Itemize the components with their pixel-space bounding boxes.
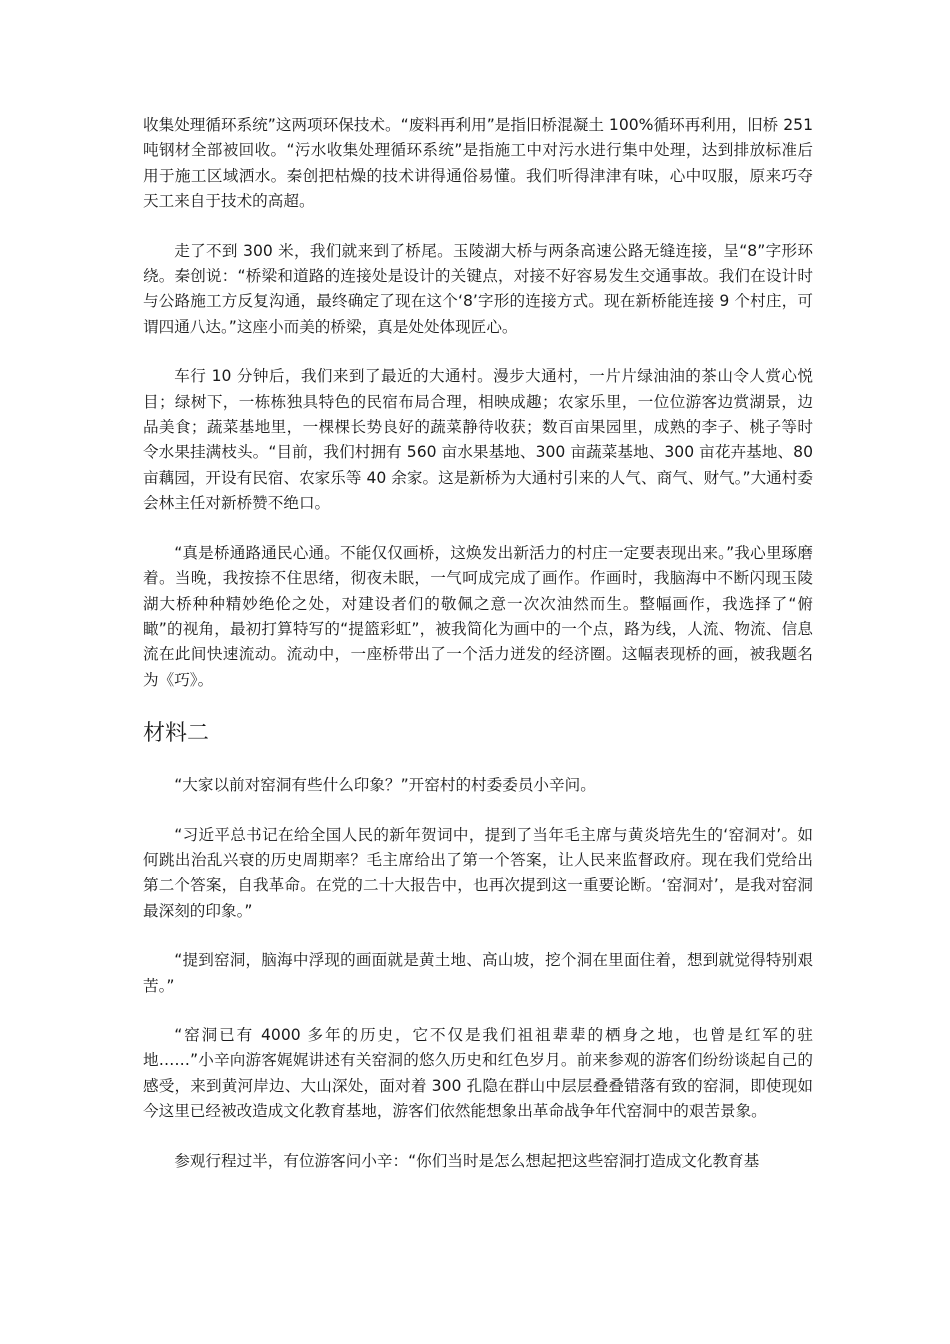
paragraph-cave-question: “大家以前对窑洞有些什么印象？”开窑村的村委委员小辛问。: [174, 776, 596, 795]
document-body: [143, 113, 813, 1174]
paragraph-bridge-tail: 走了不到 300 米，我们就来到了桥尾。玉陵湖大桥与两条高速公路无缝连接，呈“8”字形环绕。秦创说：“桥梁和道路的连接处是设计的关键点，对接不好容易发生交通事故。我们在设计时与公路施工方反复沟通，最终确定了现在这个‘8’字形的连接方式。现在新桥能连接 9 个村庄，可谓四通八达。”这座小而美的桥梁，真是处处体现匠心。: [143, 241, 813, 336]
paragraph-datong-village: 车行 10 分钟后，我们来到了最近的大通村。漫步大通村，一片片绿油油的茶山令人赏心悦目；绿树下，一栋栋独具特色的民宿布局合理，相映成趣；农家乐里，一位位游客边赏湖景，边品美食；蔬菜基地里，一棵棵长势良好的蔬菜静待收获；数百亩果园里，成熟的李子、桃子等时令水果挂满枝头。“目前，我们村拥有 560 亩水果基地、300 亩蔬菜基地、300 亩花卉基地、80 亩藕园，开设有民宿、农家乐等 40 余家。这是新桥为大通村引来的人气、商气、财气。”大通村委会林主任对新桥赞不绝口。: [143, 367, 813, 513]
section-heading-material-two: 材料二: [143, 721, 210, 747]
paragraph-bridge-eco-tech: 收集处理循环系统”这两项环保技术。“废料再利用”是指旧桥混凝土 100%循环再利用，旧桥 251 吨钢材全部被回收。“污水收集处理循环系统”是指施工中对污水进行集中处理，达到排放标准后用于施工区域洒水。秦创把枯燥的技术讲得通俗易懂。我们听得津津有味，心中叹服，原来巧夺天工来自于技术的高超。: [143, 116, 813, 211]
paragraph-cave-impression: “提到窑洞，脑海中浮现的画面就是黄土地、高山坡，挖个洞在里面住着，想到就觉得特别艰苦。”: [143, 951, 813, 995]
paragraph-cave-dialogue: “习近平总书记在给全国人民的新年贺词中，提到了当年毛主席与黄炎培先生的‘窑洞对’。如何跳出治乱兴衰的历史周期率？毛主席给出了第一个答案，让人民来监督政府。现在我们党给出第二个答案，自我革命。在党的二十大报告中，也再次提到这一重要论断。‘窑洞对’，是我对窑洞最深刻的印象。”: [143, 825, 813, 920]
paragraph-visitor-question: 参观行程过半，有位游客问小辛：“你们当时是怎么想起把这些窑洞打造成文化教育基: [174, 1151, 760, 1170]
paragraph-painting: “真是桥通路通民心通。不能仅仅画桥，这焕发出新活力的村庄一定要表现出来。”我心里琢磨着。当晚，我按捺不住思绪，彻夜未眠，一气呵成完成了画作。作画时，我脑海中不断闪现玉陵湖大桥种种精妙绝伦之处，对建设者们的敬佩之意一次次油然而生。整幅画作，我选择了“俯瞰”的视角，最初打算特写的“提篮彩虹”，被我简化为画中的一个点，路为线，人流、物流、信息流在此间快速流动。流动中，一座桥带出了一个活力迸发的经济圈。这幅表现桥的画，被我题名为《巧》。: [143, 543, 813, 689]
paragraph-cave-history: “窑洞已有 4000 多年的历史，它不仅是我们祖祖辈辈的栖身之地，也曾是红军的驻地……”小辛向游客娓娓讲述有关窑洞的悠久历史和红色岁月。前来参观的游客们纷纷谈起自己的感受，来到黄河岸边、大山深处，面对着 300 孔隐在群山中层层叠叠错落有致的窑洞，即使现如今这里已经被改造成文化教育基地，游客们依然能想象出革命战争年代窑洞中的艰苦景象。: [143, 1025, 813, 1121]
